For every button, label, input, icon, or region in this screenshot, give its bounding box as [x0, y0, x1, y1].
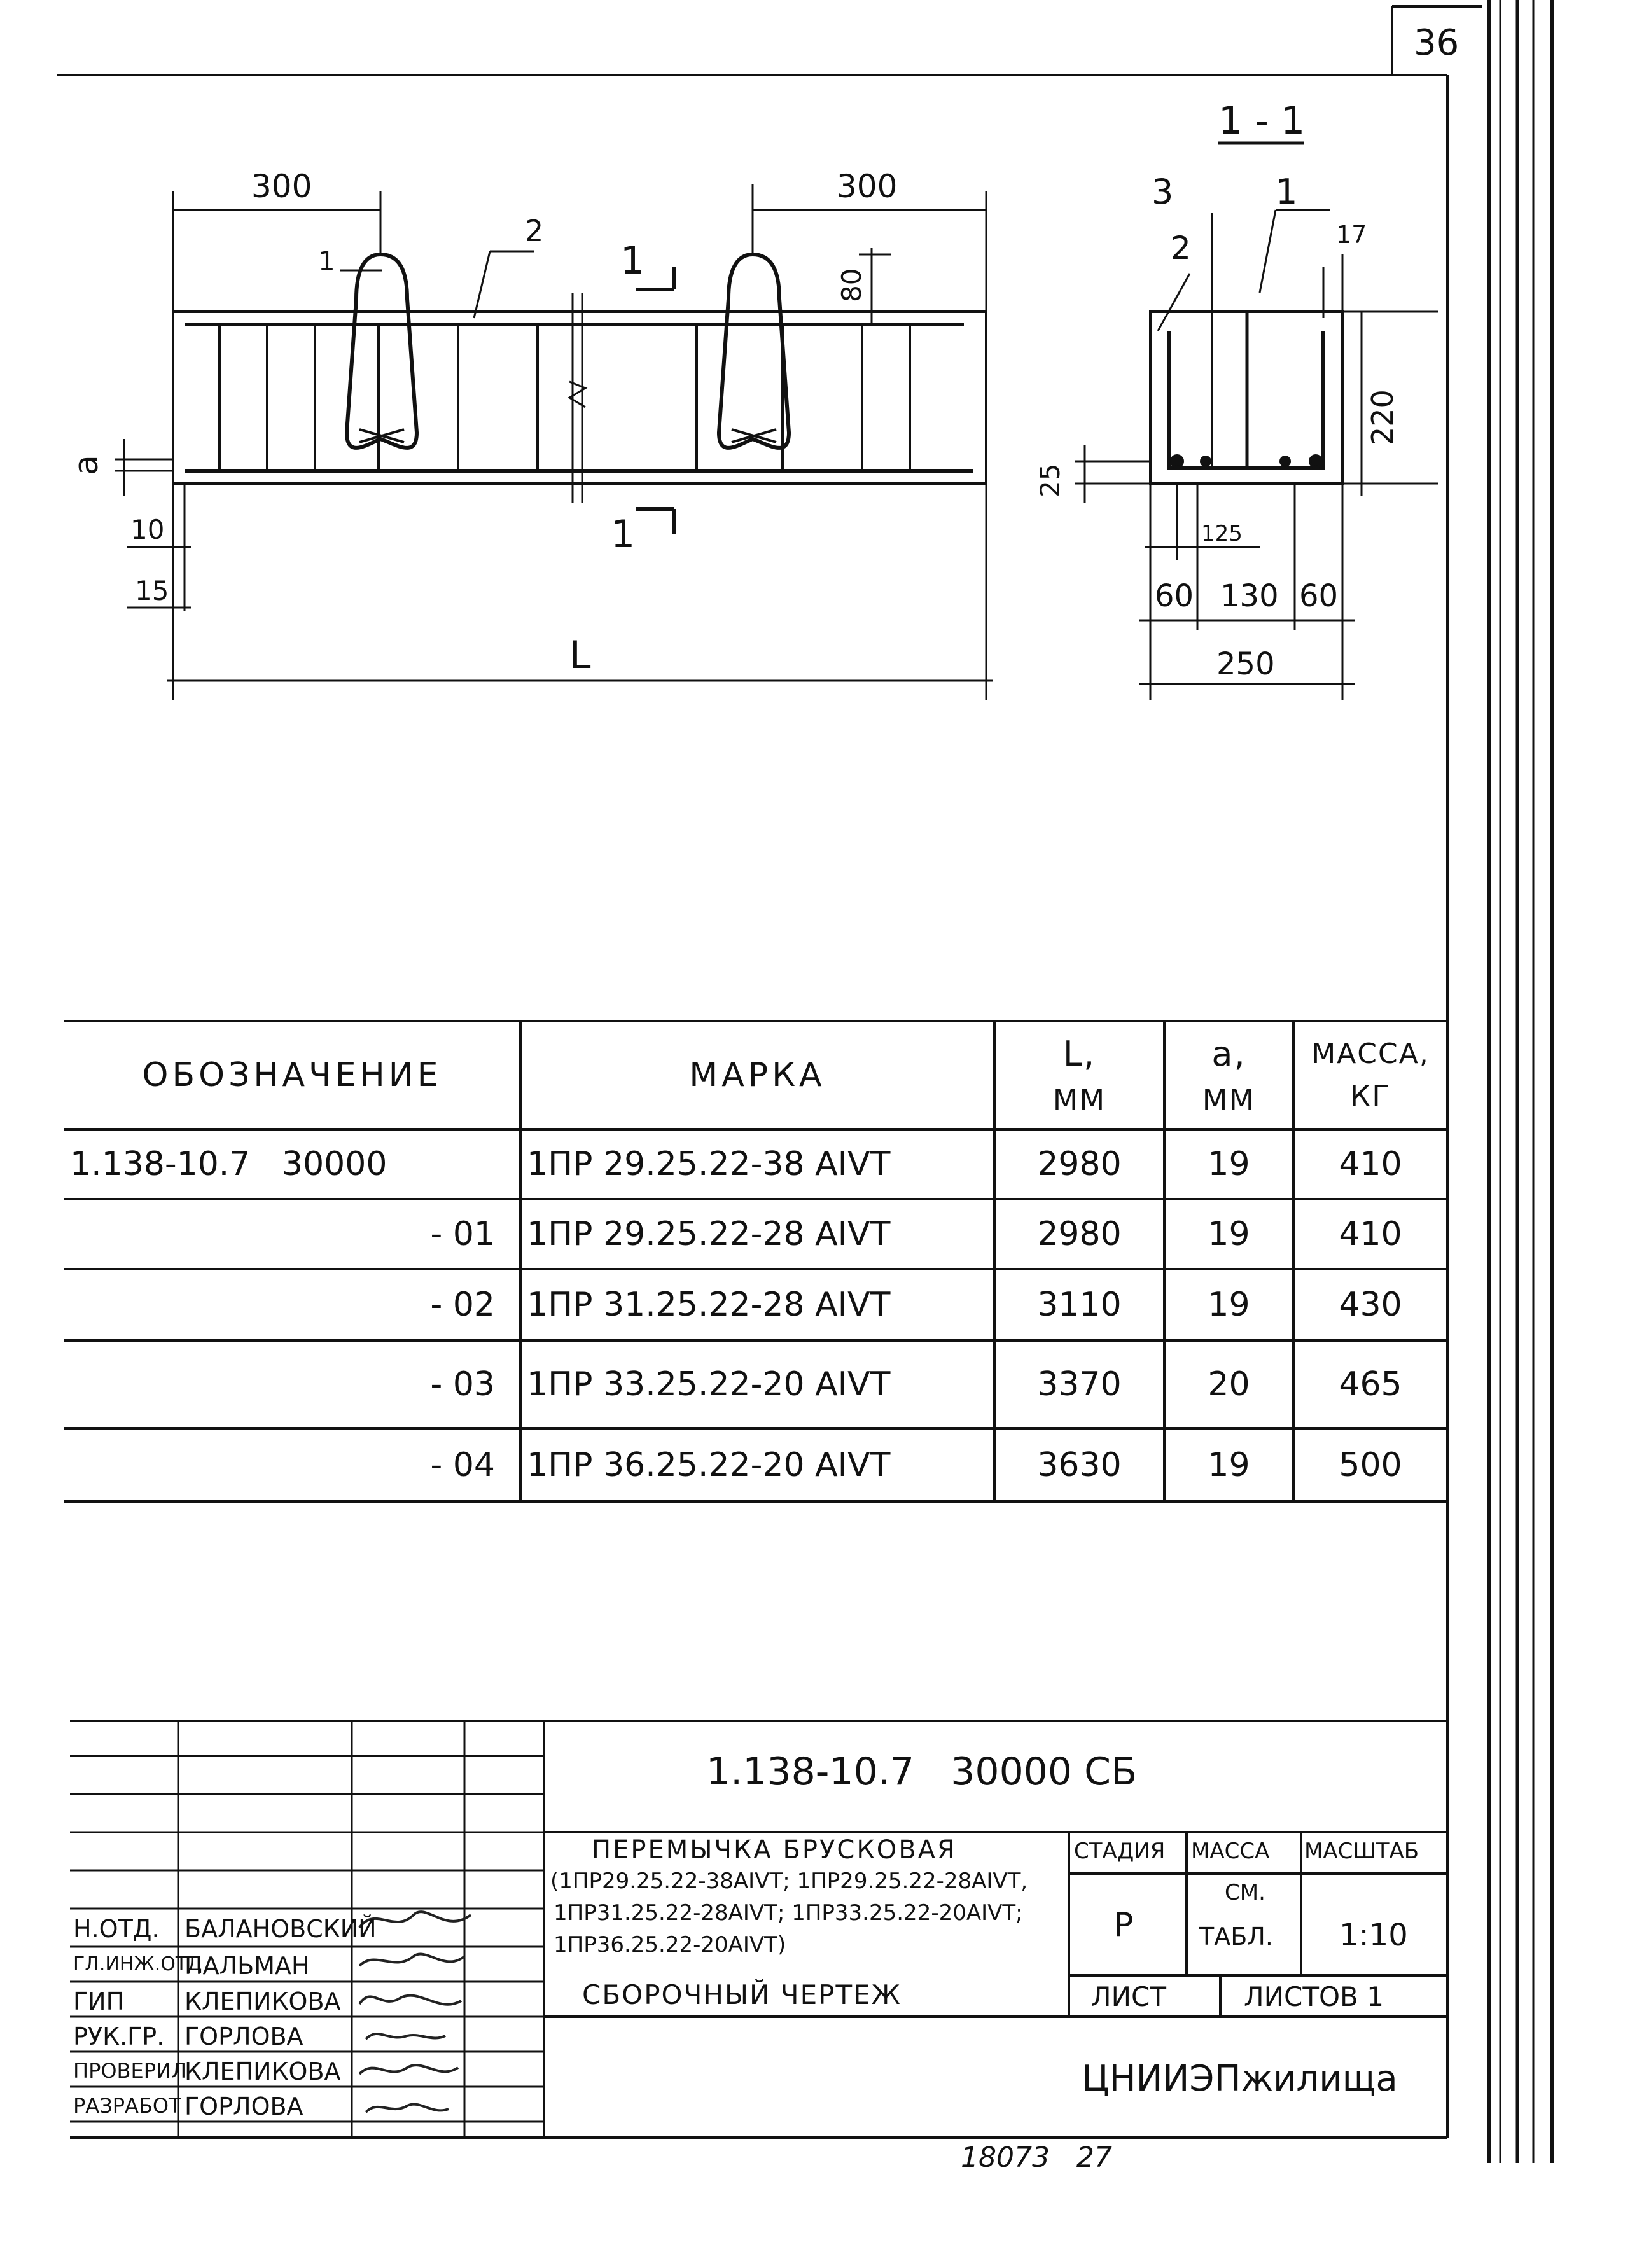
product-title: ПЕРЕМЫЧКА БРУСКОВАЯ: [592, 1835, 957, 1865]
signature-role: ГЛ.ИНЖ.ОТД: [73, 1953, 202, 1975]
table-row-mark: 1ПР 31.25.22-28 AIVТ: [527, 1286, 891, 1324]
dim-300-right: 300: [837, 168, 898, 205]
dim-L: L: [569, 633, 591, 678]
dim-125: 125: [1201, 521, 1243, 546]
product-marks-line-2: 1ПР31.25.22-28AIVТ; 1ПР33.25.22-20AIVТ;: [554, 1900, 1023, 1926]
table-row-a: 20: [1208, 1365, 1250, 1403]
doc-code: 1.138-10.7 30000 СБ: [706, 1750, 1138, 1794]
table-row-mass: 500: [1339, 1445, 1402, 1484]
signature-name: БАЛАНОВСКИЙ: [185, 1915, 377, 1943]
table-row-a: 19: [1208, 1215, 1250, 1253]
signature-role: РАЗРАБОТ: [73, 2094, 181, 2118]
table-row-mass: 410: [1339, 1145, 1402, 1183]
section-title: 1 - 1: [1218, 99, 1306, 143]
signature-name: ГОРЛОВА: [185, 2092, 303, 2120]
dim-250: 250: [1216, 646, 1275, 682]
header-a-unit: ММ: [1202, 1082, 1256, 1117]
signature-role: Н.ОТД.: [73, 1915, 160, 1943]
table-row-designation: - 01: [430, 1215, 495, 1253]
footer-number: 18073 27: [961, 2141, 1112, 2174]
section-cut-bottom: 1: [611, 512, 636, 557]
signature-name: КЛЕПИКОВА: [185, 1987, 341, 2015]
drawing-type: СБОРОЧНЫЙ ЧЕРТЕЖ: [582, 1979, 902, 2010]
pos-2: 2: [1171, 230, 1191, 267]
dim-300-left: 300: [251, 168, 312, 205]
pos-3: 3: [1152, 172, 1174, 212]
dim-17: 17: [1336, 221, 1367, 249]
table-row-L: 3110: [1037, 1286, 1122, 1324]
header-a: [1164, 1021, 1293, 1129]
table-row-a: 19: [1208, 1286, 1250, 1324]
header-mark: МАРКА: [689, 1056, 826, 1094]
table-row-mark: 1ПР 33.25.22-20 AIVТ: [527, 1365, 891, 1403]
dim-60-left: 60: [1155, 578, 1194, 614]
signature-role: ПРОВЕРИЛ: [73, 2059, 187, 2083]
header-L-unit: ММ: [1052, 1082, 1106, 1117]
header-a-label: a,: [1211, 1033, 1246, 1074]
table-row-mark: 1ПР 29.25.22-38 AIVТ: [527, 1145, 891, 1183]
pos-1: 1: [1276, 172, 1298, 212]
header-designation: ОБОЗНАЧЕНИЕ: [142, 1056, 442, 1094]
product-marks-line-3: 1ПР36.25.22-20AIVТ): [554, 1932, 786, 1958]
table-row-designation: - 03: [430, 1365, 495, 1403]
mass-value-1: СМ.: [1225, 1880, 1265, 1905]
signature-role: РУК.ГР.: [73, 2022, 165, 2050]
table-row-designation: - 02: [430, 1286, 495, 1324]
table-row-mass: 430: [1339, 1286, 1402, 1324]
header-L-label: L,: [1062, 1033, 1096, 1074]
table-row-a: 19: [1208, 1445, 1250, 1484]
table-row-L: 3370: [1037, 1365, 1122, 1403]
organization: ЦНИИЭПжилища: [1082, 2058, 1398, 2099]
stage-value: Р: [1113, 1906, 1134, 1944]
dim-10: 10: [130, 514, 165, 545]
dim-130: 130: [1220, 578, 1279, 614]
callout-2: 2: [525, 214, 544, 248]
signature-role: ГИП: [73, 1987, 125, 2015]
mass-label: МАССА: [1191, 1839, 1270, 1864]
stage-label: СТАДИЯ: [1074, 1839, 1166, 1864]
table-row-mass: 410: [1339, 1215, 1402, 1253]
signature-name: ПАЛЬМАН: [185, 1952, 310, 1980]
page-number: 36: [1414, 22, 1459, 64]
signature-name: КЛЕПИКОВА: [185, 2057, 341, 2085]
dim-15: 15: [135, 575, 169, 606]
scale-value: 1:10: [1339, 1917, 1408, 1953]
dim-60-right: 60: [1299, 578, 1339, 614]
dim-80: 80: [836, 268, 867, 302]
header-mass-label: МАССА,: [1311, 1037, 1430, 1070]
table-row-designation: 1.138-10.7 30000: [70, 1145, 387, 1183]
table-row-designation: - 04: [430, 1445, 495, 1484]
header-mass-unit: КГ: [1349, 1078, 1391, 1113]
header-L: [994, 1021, 1164, 1129]
signature-name: ГОРЛОВА: [185, 2022, 303, 2050]
table-row-a: 19: [1208, 1145, 1250, 1183]
mass-value-2: ТАБЛ.: [1199, 1923, 1273, 1951]
table-row-mass: 465: [1339, 1365, 1402, 1403]
dim-a: a: [67, 455, 106, 475]
table-row-mark: 1ПР 29.25.22-28 AIVТ: [527, 1215, 891, 1253]
section-cut-top: 1: [620, 239, 645, 283]
sheets-label: ЛИСТОВ 1: [1244, 1981, 1384, 2012]
table-row-L: 3630: [1037, 1445, 1122, 1484]
dim-220: 220: [1365, 389, 1400, 445]
callout-1: 1: [318, 246, 335, 277]
table-row-L: 2980: [1037, 1145, 1122, 1183]
product-marks-line-1: (1ПР29.25.22-38AIVТ; 1ПР29.25.22-28AIVТ,: [550, 1868, 1028, 1894]
header-mass: [1293, 1021, 1447, 1129]
sheet-label: ЛИСТ: [1091, 1981, 1166, 2012]
table-row-L: 2980: [1037, 1215, 1122, 1253]
dim-25: 25: [1034, 463, 1066, 497]
scale-label: МАСШТАБ: [1304, 1839, 1419, 1864]
table-row-mark: 1ПР 36.25.22-20 AIVТ: [527, 1445, 891, 1484]
